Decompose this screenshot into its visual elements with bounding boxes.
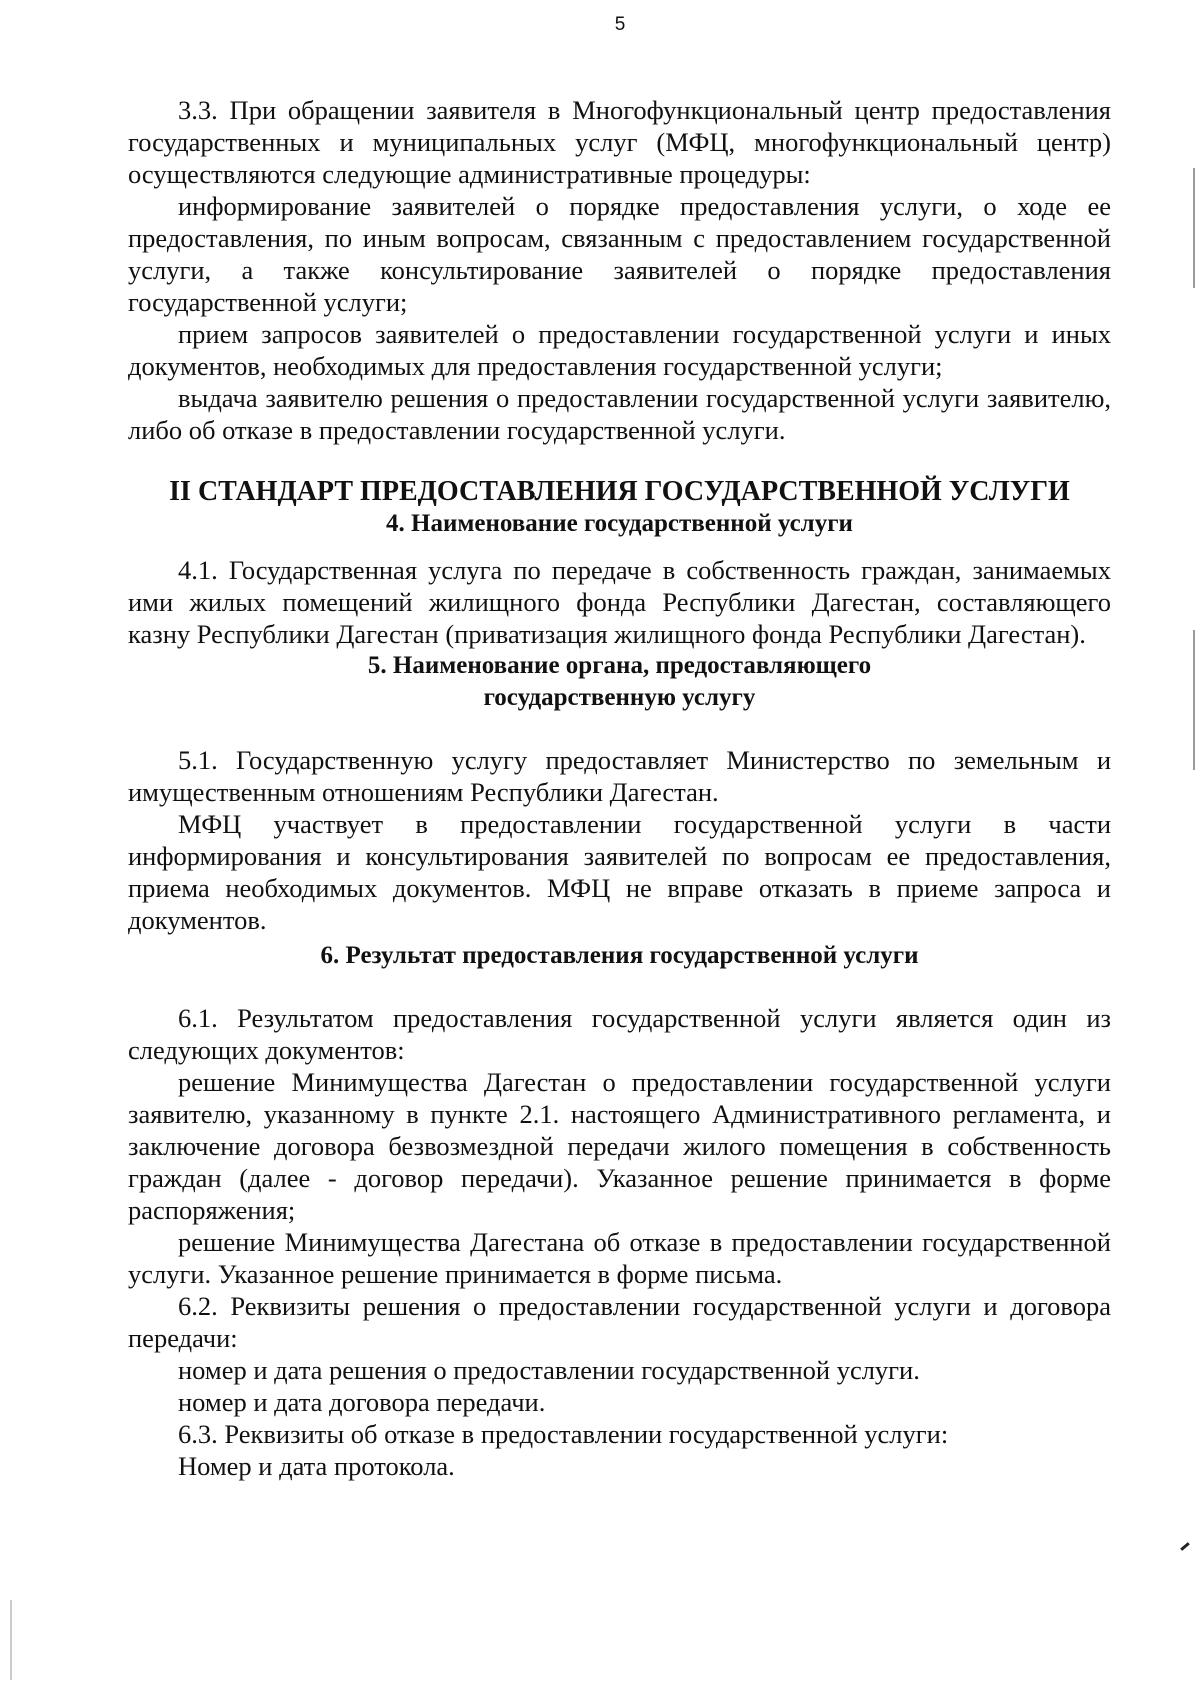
heading-6: 6. Результат предоставления государственной услуги <box>320 942 919 969</box>
paragraph-6-1-decision: решение Минимущества Дагестан о предоставлении государственной услуги заявителю, указанному в пункте 2.1. настоящего Административного регламента, и заключение договора безвозмездной передачи жилого помещения в собственность граждан (далее - договор передачи). Указанное решение принимается в форме распоряжения; <box>128 1067 1111 1225</box>
paragraph-4-1: 4.1. Государственная услуга по передаче в собственность граждан, занимаемых ими жилых помещений жилищного фонда Республики Дагестан, составляющего казну Республики Дагестан (приватизация жилищного фонда Республики Дагестан). <box>128 555 1111 649</box>
paragraph-6-1: 6.1. Результатом предоставления государственной услуги является один из следующих документов: <box>128 1003 1111 1065</box>
scan-margin-line <box>1193 630 1195 770</box>
scan-margin-line <box>10 1600 12 1680</box>
paragraph-6-2-contract-number: номер и дата договора передачи. <box>178 1387 546 1417</box>
spacer <box>128 540 1111 554</box>
paragraph-6-2-decision-number: номер и дата решения о предоставлении государственной услуги. <box>178 1355 920 1385</box>
list-item-intake: прием запросов заявителей о предоставлении государственной услуги и иных документов, необходимых для предоставления государственной услуги; <box>128 319 1111 381</box>
paragraph-6-3: 6.3. Реквизиты об отказе в предоставлении государственной услуги: <box>178 1419 949 1449</box>
list-item-issuance: выдача заявителю решения о предоставлении государственной услуги заявителю, либо об отказе в предоставлении государственной услуги. <box>128 383 1111 445</box>
spacer <box>128 972 1111 1002</box>
section-title: II СТАНДАРТ ПРЕДОСТАВЛЕНИЯ ГОСУДАРСТВЕННОЙ УСЛУГИ <box>169 476 1070 507</box>
paragraph-6-2: 6.2. Реквизиты решения о предоставлении государственной услуги и договора передачи: <box>128 1291 1111 1353</box>
page-number: 5 <box>614 14 626 35</box>
paragraph-6-1-refusal: решение Минимущества Дагестана об отказе в предоставлении государственной услуги. Указанное решение принимается в форме письма. <box>128 1227 1111 1289</box>
paragraph-mfc: МФЦ участвует в предоставлении государственной услуги в части информирования и консультирования заявителей по вопросам ее предоставления, приема необходимых документов. МФЦ не вправе отказать в приеме запроса и документов. <box>128 809 1111 935</box>
spacer <box>128 714 1111 744</box>
paragraph-3-3: 3.3. При обращении заявителя в Многофункциональный центр предоставления государственных и муниципальных услуг (МФЦ, многофункциональный центр) осуществляются следующие административные процедуры: <box>128 95 1111 189</box>
list-item-informing: информирование заявителей о порядке предоставления услуги, о ходе ее предоставления, по иным вопросам, связанным с предоставлением государственной услуги, а также консультирование заявителей о порядке предоставления государственной услуги; <box>128 191 1111 317</box>
heading-5-line1: 5. Наименование органа, предоставляющего <box>367 652 872 679</box>
heading-5-line2: государственную услугу <box>483 684 756 711</box>
scan-margin-line <box>1193 168 1195 288</box>
paragraph-6-3-protocol: Номер и дата протокола. <box>178 1451 455 1481</box>
heading-4: 4. Наименование государственной услуги <box>386 510 853 537</box>
document-body <box>128 94 1111 1482</box>
paragraph-5-1: 5.1. Государственную услугу предоставляет Министерство по земельным и имущественным отношениям Республики Дагестан. <box>128 745 1111 807</box>
scan-mark <box>1180 1542 1190 1551</box>
